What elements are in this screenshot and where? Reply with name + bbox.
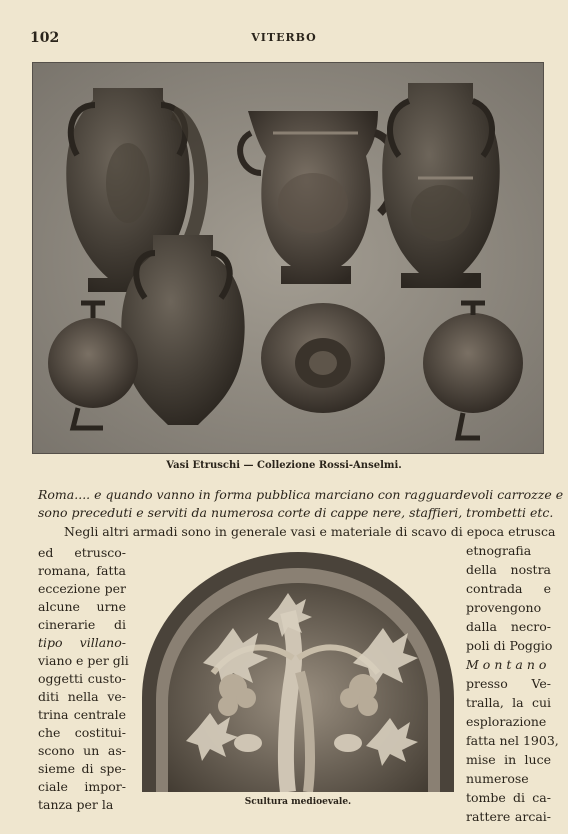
right-col-line: numerose xyxy=(466,771,529,786)
left-col-line: tanza per la xyxy=(38,797,114,812)
left-col-line: eccezione per xyxy=(38,581,126,596)
page-number: 102 xyxy=(30,30,60,46)
right-col-line: tombe di ca- xyxy=(466,790,551,805)
figure-caption-relief: Scultura medioevale. xyxy=(244,797,352,807)
right-col-line: contrada e xyxy=(466,581,551,596)
figure-caption-vases: Vasi Etruschi — Collezione Rossi-Anselmi. xyxy=(166,460,402,471)
left-col-line: sieme di spe- xyxy=(38,761,126,776)
left-col-line: tipo villano- xyxy=(38,635,126,650)
etruscan-vases-photo xyxy=(32,62,544,454)
left-col-line: cinerarie di xyxy=(38,617,126,632)
right-col-line: fatta nel 1903, xyxy=(466,733,559,748)
paragraph-line: Negli altri armadi sono in generale vasi e materiale di scavo di epoca etrusca xyxy=(64,524,556,539)
right-col-line: esplorazione xyxy=(466,714,547,729)
left-col-line: viano e per gli xyxy=(38,653,129,668)
right-col-line: presso Ve- xyxy=(466,676,551,691)
right-col-line: della nostra xyxy=(466,562,551,577)
patera-center xyxy=(261,303,385,413)
italic-text-line-1: Roma.... e quando vanno in forma pubblica marciano con ragguardevoli carrozze e xyxy=(38,487,564,502)
medieval-relief-photo xyxy=(138,548,458,792)
left-col-line: che costitui- xyxy=(38,725,126,740)
left-col-line: diti nella ve- xyxy=(38,689,126,704)
right-col-line: provengono xyxy=(466,600,542,615)
right-col-line: poli di Poggio xyxy=(466,638,553,653)
right-col-line: mise in luce xyxy=(466,752,551,767)
right-col-line: Montano xyxy=(466,657,551,672)
right-col-line: tralla, la cui xyxy=(466,695,551,710)
left-col-line: scono un as- xyxy=(38,743,126,758)
left-col-line: oggetti custo- xyxy=(38,671,126,686)
left-col-line: ciale impor- xyxy=(38,779,126,794)
left-col-line: ed etrusco- xyxy=(38,545,126,560)
left-col-line: alcune urne xyxy=(38,599,126,614)
right-col-line: etnografia xyxy=(466,543,532,558)
running-title: VITERBO xyxy=(251,31,317,44)
left-col-line: trina centrale xyxy=(38,707,126,722)
italic-text-line-2: sono preceduti e serviti da numerosa corte di cappe nere, staffieri, trombetti etc. xyxy=(38,505,554,520)
left-col-line: romana, fatta xyxy=(38,563,126,578)
right-col-line: rattere arcai- xyxy=(466,809,551,824)
right-col-line: dalla necro- xyxy=(466,619,551,634)
